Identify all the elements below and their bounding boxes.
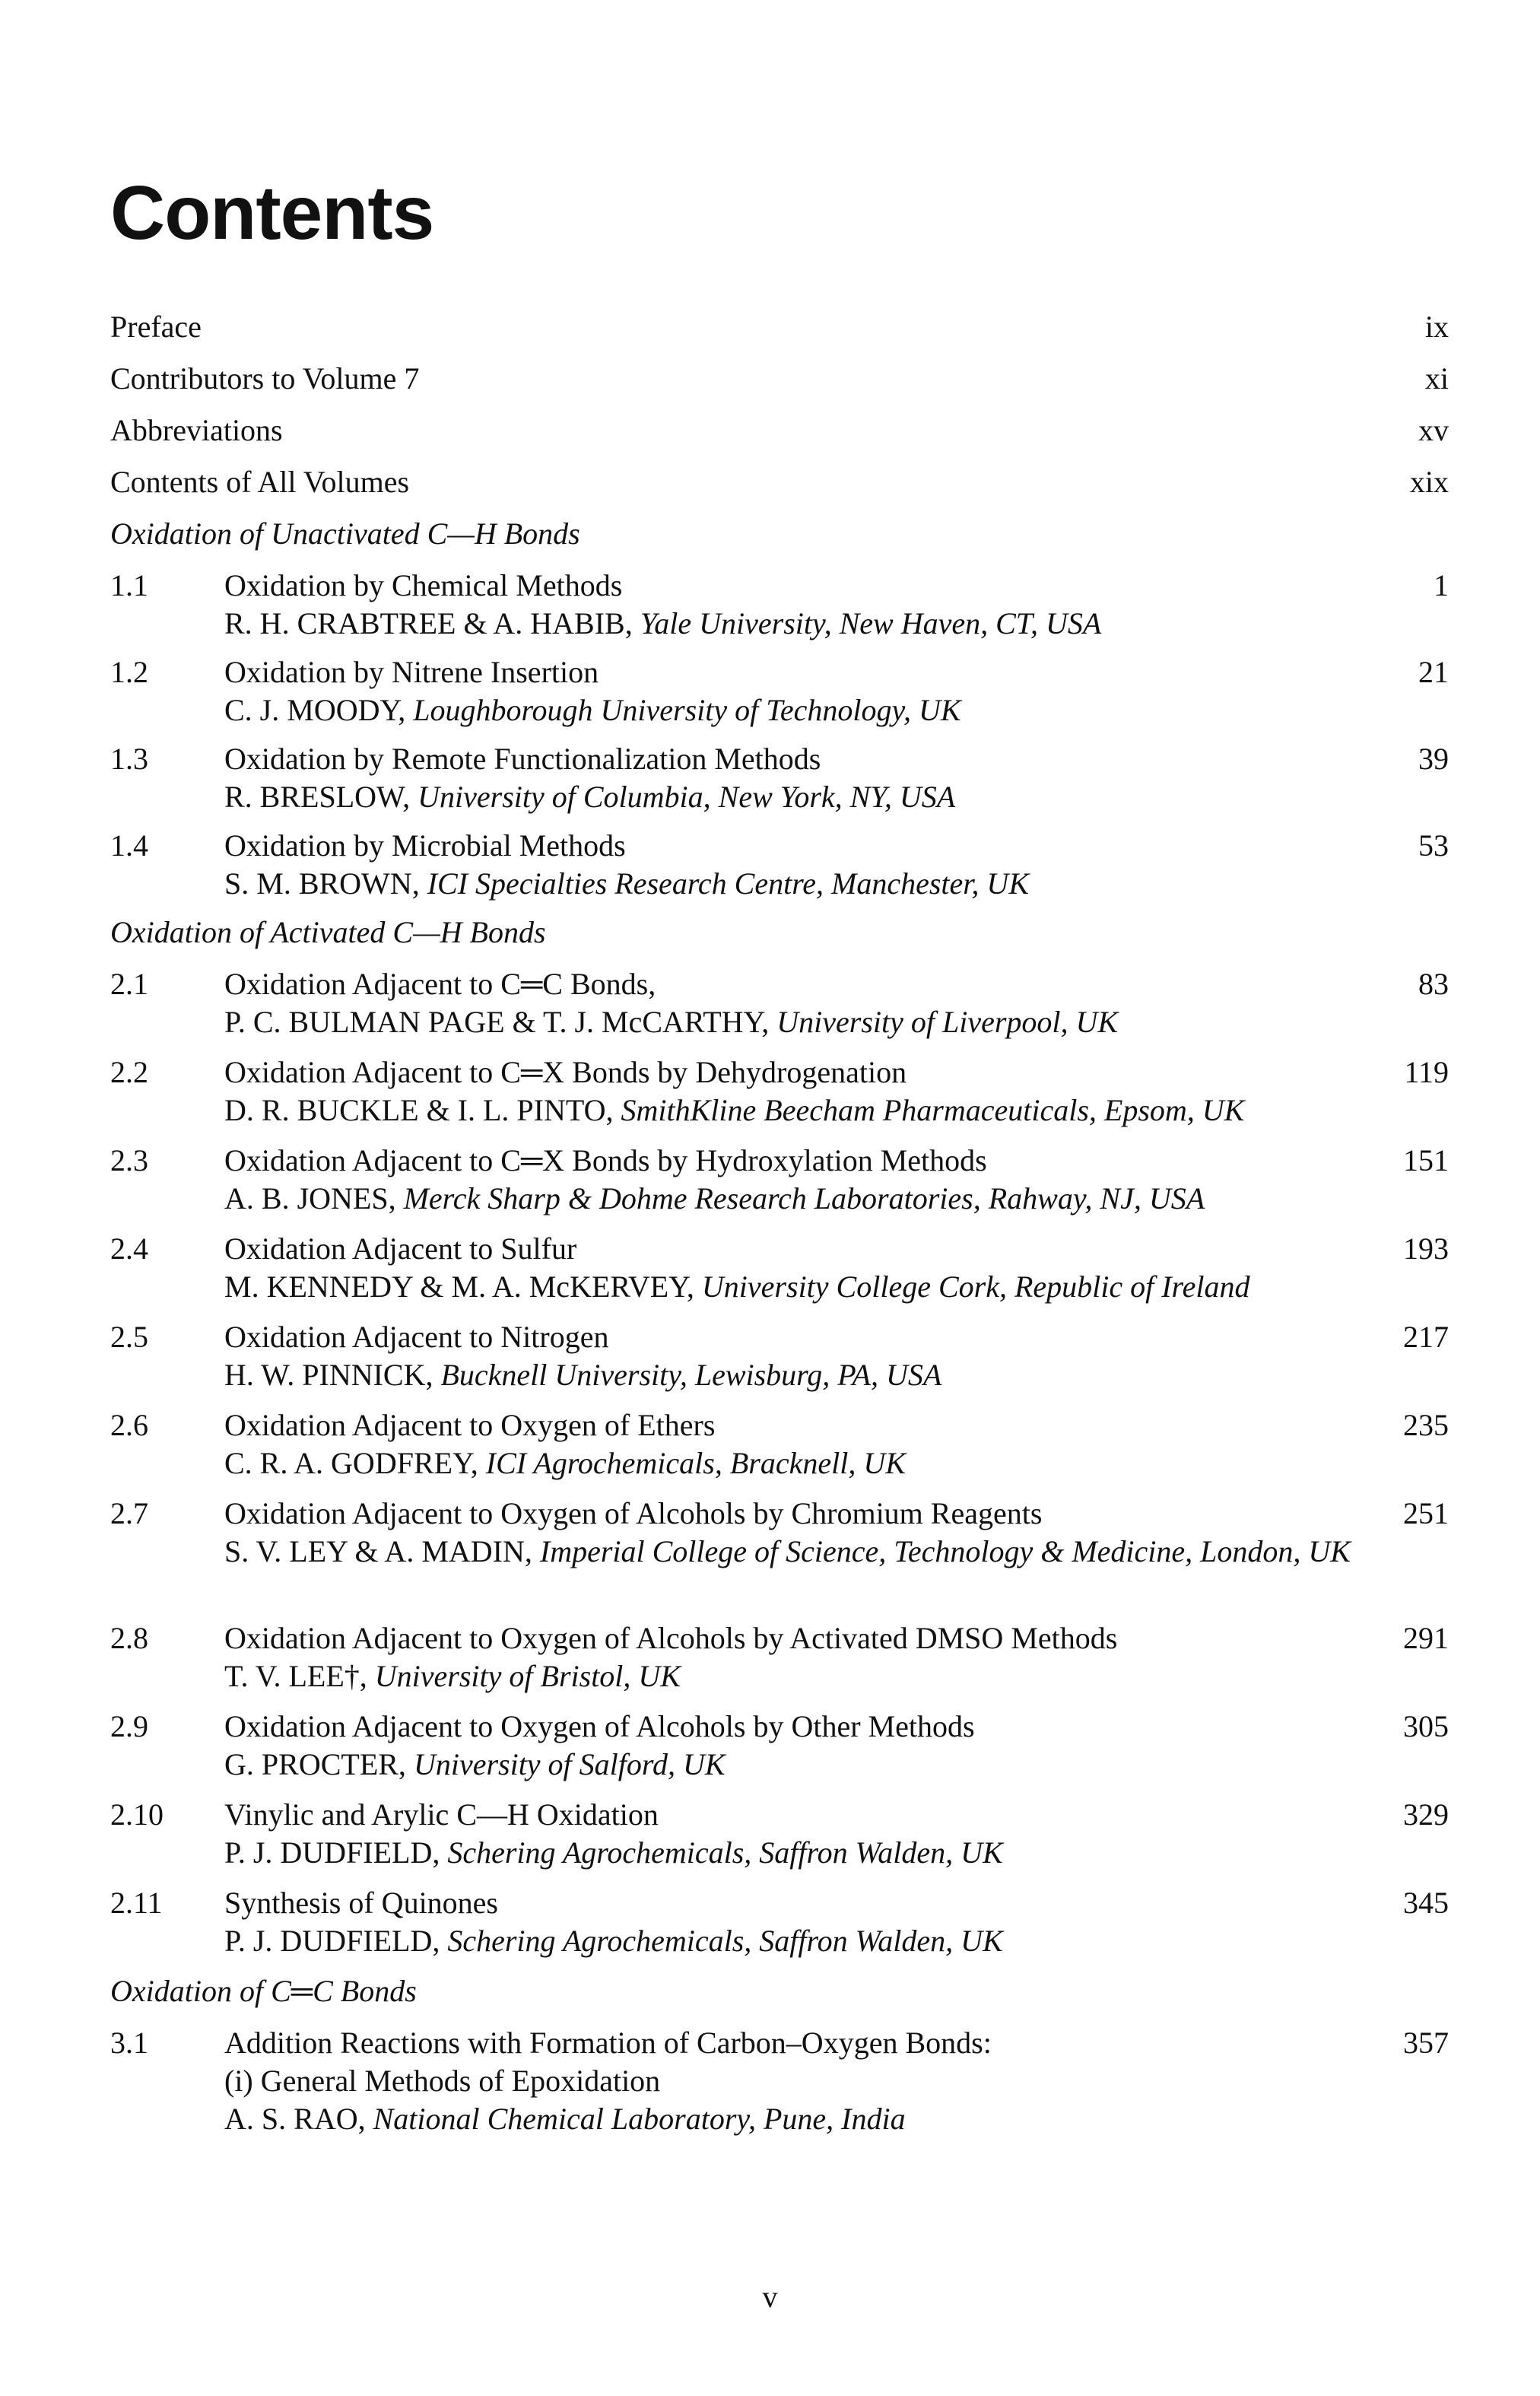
- entry-title: Oxidation Adjacent to Oxygen of Alcohols by Chromium Reagents: [224, 1496, 1043, 1530]
- entry-affiliation: University of Columbia, New York, NY, USA: [418, 780, 956, 814]
- entry-title: Vinylic and Arylic C—H Oxidation: [224, 1797, 659, 1832]
- section-heading: Oxidation of Activated C—H Bonds: [110, 915, 546, 949]
- front-matter-item[interactable]: [110, 412, 1449, 463]
- entry-title: Oxidation Adjacent to Oxygen of Ethers: [224, 1408, 716, 1442]
- toc-entry[interactable]: [110, 1053, 1449, 1142]
- page-number: 39: [1418, 742, 1449, 776]
- toc-entry[interactable]: [110, 1230, 1449, 1318]
- entry-authors: S. M. BROWN,: [224, 866, 420, 901]
- toc-entry[interactable]: [110, 1619, 1449, 1708]
- page-number: 291: [1403, 1621, 1449, 1655]
- entry-authors: C. J. MOODY,: [224, 693, 406, 727]
- page-number: 53: [1418, 828, 1449, 863]
- page-number: 345: [1403, 1886, 1449, 1920]
- toc-entry[interactable]: [110, 1406, 1449, 1495]
- page-number: 1: [1434, 568, 1449, 602]
- toc-entry[interactable]: [110, 653, 1449, 740]
- page-number: xv: [1418, 413, 1449, 447]
- entry-number: 2.4: [110, 1231, 148, 1266]
- page-number: 217: [1403, 1320, 1449, 1354]
- entry-title: Oxidation Adjacent to Oxygen of Alcohols by Other Methods: [224, 1709, 975, 1743]
- page-footer-number: v: [762, 2280, 778, 2314]
- entry-affiliation: Bucknell University, Lewisburg, PA, USA: [440, 1358, 942, 1392]
- entry-affiliation: University of Bristol, UK: [374, 1659, 681, 1693]
- entry-number: 1.2: [110, 655, 148, 689]
- entry-title: Oxidation Adjacent to C═X Bonds by Hydroxylation Methods: [224, 1143, 987, 1177]
- entry-title: Oxidation by Microbial Methods: [224, 828, 626, 863]
- page-number: 83: [1418, 967, 1449, 1001]
- entry-title: Oxidation Adjacent to Oxygen of Alcohols by Activated DMSO Methods: [224, 1621, 1118, 1655]
- entry-number: 2.10: [110, 1797, 164, 1832]
- entry-number: 2.11: [110, 1886, 163, 1920]
- entry-affiliation: Yale University, New Haven, CT, USA: [640, 606, 1102, 640]
- page-number: 235: [1403, 1408, 1449, 1442]
- entry-authors: P. C. BULMAN PAGE & T. J. McCARTHY,: [224, 1005, 770, 1039]
- entry-title: Oxidation Adjacent to C═X Bonds by Dehydrogenation: [224, 1055, 907, 1089]
- entry-number: 1.1: [110, 568, 148, 602]
- toc-entry[interactable]: [110, 1884, 1449, 1972]
- entry-number: 2.8: [110, 1621, 148, 1655]
- entry-number: 2.1: [110, 967, 148, 1001]
- entry-title: Contributors to Volume 7: [110, 361, 420, 396]
- entry-authors: R. BRESLOW,: [224, 780, 411, 814]
- entry-number: 2.6: [110, 1408, 148, 1442]
- page-number: 329: [1403, 1797, 1449, 1832]
- page-number: 305: [1403, 1709, 1449, 1743]
- front-matter-item[interactable]: [110, 360, 1449, 412]
- entry-authors: P. J. DUDFIELD,: [224, 1835, 440, 1870]
- toc-entry[interactable]: [110, 740, 1449, 827]
- entry-title: Abbreviations: [110, 413, 283, 447]
- front-matter-item[interactable]: [110, 463, 1449, 515]
- toc-entry[interactable]: [110, 1495, 1449, 1619]
- toc-entry[interactable]: [110, 965, 1449, 1053]
- page-number: 21: [1418, 655, 1449, 689]
- toc-entry[interactable]: [110, 1142, 1449, 1230]
- entry-authors: D. R. BUCKLE & I. L. PINTO,: [224, 1093, 614, 1127]
- entry-title: Oxidation by Nitrene Insertion: [224, 655, 599, 689]
- front-matter-item[interactable]: [110, 308, 1449, 360]
- entry-title: Preface: [110, 310, 202, 344]
- entry-authors: A. S. RAO,: [224, 2102, 366, 2136]
- entry-authors: C. R. A. GODFREY,: [224, 1446, 478, 1480]
- entry-title: Oxidation by Chemical Methods: [224, 568, 623, 602]
- entry-title: Oxidation Adjacent to C═C Bonds,: [224, 967, 656, 1001]
- entry-affiliation: University of Liverpool, UK: [776, 1005, 1119, 1039]
- entry-title: Synthesis of Quinones: [224, 1886, 498, 1920]
- entry-affiliation: Schering Agrochemicals, Saffron Walden, UK: [447, 1835, 1003, 1870]
- entry-title: Oxidation by Remote Functionalization Methods: [224, 742, 821, 776]
- page-number: xi: [1424, 361, 1449, 396]
- entry-authors: G. PROCTER,: [224, 1747, 406, 1781]
- entry-affiliation: Merck Sharp & Dohme Research Laboratories, Rahway, NJ, USA: [403, 1181, 1205, 1215]
- entry-authors: P. J. DUDFIELD,: [224, 1924, 440, 1958]
- entry-number: 2.3: [110, 1143, 148, 1177]
- entry-authors: R. H. CRABTREE & A. HABIB,: [224, 606, 633, 640]
- toc-entry[interactable]: [110, 827, 1449, 914]
- entry-number: 2.9: [110, 1709, 148, 1743]
- entry-authors: M. KENNEDY & M. A. McKERVEY,: [224, 1269, 694, 1304]
- page-number: 251: [1403, 1496, 1449, 1530]
- page-number: ix: [1424, 310, 1449, 344]
- entry-affiliation: University of Salford, UK: [413, 1747, 726, 1781]
- entry-affiliation: Loughborough University of Technology, UK: [413, 693, 961, 727]
- entry-affiliation: ICI Specialties Research Centre, Manchester, UK: [427, 866, 1029, 901]
- page-number: 357: [1403, 2026, 1449, 2060]
- page-number: xix: [1409, 465, 1449, 499]
- entry-number: 2.5: [110, 1320, 148, 1354]
- entry-number: 3.1: [110, 2026, 148, 2060]
- entry-number: 1.4: [110, 828, 148, 863]
- page-number: 119: [1404, 1055, 1449, 1089]
- entry-authors: H. W. PINNICK,: [224, 1358, 433, 1392]
- toc-entry[interactable]: [110, 1708, 1449, 1796]
- toc-entry[interactable]: [110, 1796, 1449, 1884]
- section-heading: Oxidation of Unactivated C—H Bonds: [110, 516, 580, 551]
- entry-number: 2.2: [110, 1055, 148, 1089]
- page-number: 151: [1403, 1143, 1449, 1177]
- entry-title: Contents of All Volumes: [110, 465, 410, 499]
- entry-number: 1.3: [110, 742, 148, 776]
- entry-authors: A. B. JONES,: [224, 1181, 396, 1215]
- entry-affiliation: ICI Agrochemicals, Bracknell, UK: [485, 1446, 906, 1480]
- entry-affiliation: Schering Agrochemicals, Saffron Walden, UK: [447, 1924, 1003, 1958]
- toc-entry[interactable]: [110, 1318, 1449, 1406]
- entry-affiliation: University College Cork, Republic of Ireland: [701, 1269, 1250, 1304]
- entry-affiliation: National Chemical Laboratory, Pune, India: [373, 2102, 906, 2136]
- section-heading: Oxidation of C═C Bonds: [110, 1974, 417, 2008]
- entry-affiliation: SmithKline Beecham Pharmaceuticals, Epsom, UK: [621, 1093, 1245, 1127]
- entry-title: Oxidation Adjacent to Sulfur: [224, 1231, 577, 1266]
- table-of-contents: [110, 308, 1449, 2146]
- entry-subtitle: (i) General Methods of Epoxidation: [224, 2064, 661, 2098]
- page-number: 193: [1403, 1231, 1449, 1266]
- entry-affiliation: Imperial College of Science, Technology & Medicine, London, UK: [539, 1534, 1351, 1568]
- entry-title: Addition Reactions with Formation of Carbon–Oxygen Bonds:: [224, 2026, 992, 2060]
- entry-number: 2.7: [110, 1496, 148, 1530]
- page-title: Contents: [110, 170, 434, 256]
- entry-authors: S. V. LEY & A. MADIN,: [224, 1534, 532, 1568]
- toc-entry[interactable]: [110, 567, 1449, 653]
- toc-entry[interactable]: [110, 2024, 1449, 2146]
- entry-authors: T. V. LEE†,: [224, 1659, 367, 1693]
- entry-title: Oxidation Adjacent to Nitrogen: [224, 1320, 609, 1354]
